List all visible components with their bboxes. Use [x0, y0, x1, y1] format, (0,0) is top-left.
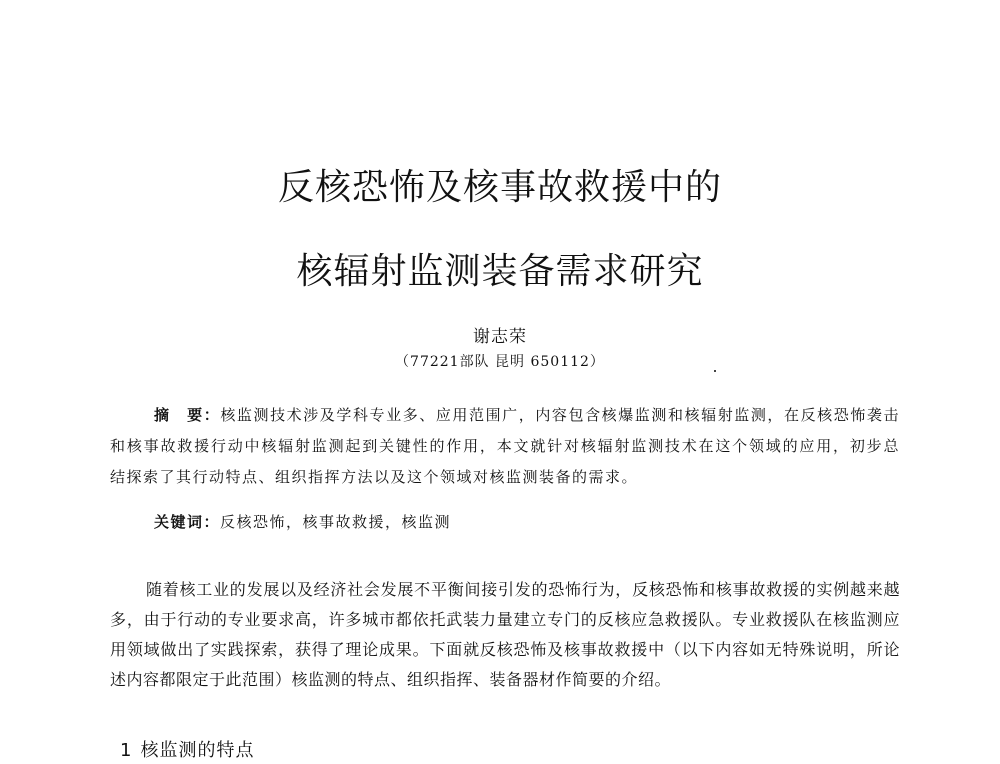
section-number: 1	[120, 740, 133, 761]
keywords-text: 反核恐怖，核事故救援，核监测	[220, 513, 452, 531]
section-title: 核监测的特点	[140, 740, 255, 761]
author-name: 谢志荣	[473, 327, 527, 347]
author-affiliation: （77221部队 昆明 650112）	[395, 354, 605, 370]
section-heading	[120, 738, 254, 764]
abstract-block	[110, 400, 900, 493]
abstract-text: 核监测技术涉及学科专业多、应用范围广，内容包含核爆监测和核辐射监测，在反核恐怖袭击和核事故救援行动中核辐射监测起到关键性的作用，本文就针对核辐射监测技术在这个领域的应用，初步总结探索了其行动特点、组织指挥方法以及这个领域对核监测装备的需求。	[110, 406, 900, 486]
body-paragraph: 随着核工业的发展以及经济社会发展不平衡间接引发的恐怖行为，反核恐怖和核事故救援的实例越来越多，由于行动的专业要求高，许多城市都依托武装力量建立专门的反核应急救援队。专业救援队在核监测应用领域做出了实践探索，获得了理论成果。下面就反核恐怖及核事故救援中（以下内容如无特殊说明，所论述内容都限定于此范围）核监测的特点、组织指挥、装备器材作简要的介绍。	[110, 580, 900, 689]
abstract-label: 摘 要：	[154, 406, 221, 424]
keywords-label: 关键词：	[154, 513, 221, 531]
paper-title-line-1: 反核恐怖及核事故救援中的	[277, 167, 722, 208]
paper-title-line-2: 核辐射监测装备需求研究	[296, 251, 704, 292]
scan-speck	[714, 370, 716, 372]
keywords-block	[154, 508, 894, 536]
